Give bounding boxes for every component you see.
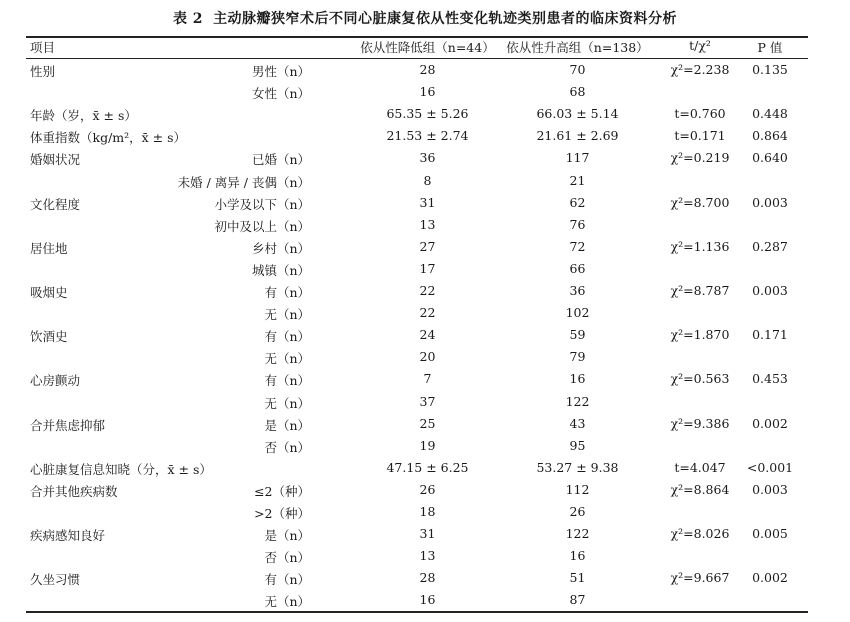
row-subgroup-cell: 否（n）	[264, 439, 310, 455]
row-p-value-cell: 0.003	[752, 481, 788, 497]
row-item-cell: 疾病感知良好	[30, 528, 106, 544]
row-increase-group-cell: 68	[569, 84, 586, 100]
row-subgroup-cell: 有（n）	[264, 329, 310, 345]
row-increase-group-cell: 62	[569, 194, 586, 210]
row-item-cell: 居住地	[30, 240, 68, 256]
row-decrease-group-cell: 21.53 ± 2.74	[386, 128, 469, 144]
row-item-cell: 年龄（岁，x̄ ± s）	[30, 108, 137, 124]
table-caption: 主动脉瓣狭窄术后不同心脏康复依从性变化轨迹类别患者的临床资料分析	[213, 11, 678, 27]
row-statistic-cell: χ²=0.563	[670, 371, 730, 387]
row-decrease-group-cell: 47.15 ± 6.25	[386, 459, 469, 475]
table-row	[0, 589, 850, 611]
row-decrease-group-cell: 37	[419, 393, 436, 409]
row-subgroup-cell: 已婚（n）	[251, 152, 310, 168]
row-decrease-group-cell: 27	[419, 238, 436, 254]
row-statistic-cell: t=0.171	[674, 128, 726, 144]
row-p-value-cell: 0.171	[752, 327, 788, 343]
row-item-cell: 合并其他疾病数	[30, 483, 118, 499]
row-subgroup-cell: 男性（n）	[251, 64, 310, 79]
row-increase-group-cell: 21	[569, 172, 586, 188]
row-subgroup-cell: 女性（n）	[251, 86, 310, 102]
table-title	[0, 8, 850, 28]
row-increase-group-cell: 16	[569, 371, 586, 387]
row-subgroup-cell: 无（n）	[264, 307, 310, 323]
table-row	[0, 567, 850, 589]
row-decrease-group-cell: 20	[419, 349, 436, 365]
row-decrease-group-cell: 16	[419, 84, 436, 100]
row-decrease-group-cell: 24	[419, 327, 436, 343]
row-item-cell: 久坐习惯	[30, 572, 81, 588]
row-decrease-group-cell: 28	[419, 62, 436, 77]
row-statistic-cell: χ²=0.219	[670, 150, 730, 166]
table-row	[0, 391, 850, 413]
row-subgroup-cell: 无（n）	[264, 351, 310, 367]
table-row	[0, 103, 850, 125]
table-row	[0, 501, 850, 523]
header-p-value: P 值	[757, 40, 783, 55]
table-row	[0, 346, 850, 368]
row-decrease-group-cell: 16	[419, 592, 436, 608]
row-p-value-cell: 0.002	[752, 415, 788, 431]
table-row	[0, 280, 850, 302]
row-decrease-group-cell: 36	[419, 150, 436, 166]
row-statistic-cell: χ²=9.667	[670, 570, 730, 586]
table-label: 表 2	[172, 11, 204, 27]
row-subgroup-cell: 无（n）	[264, 395, 310, 411]
row-subgroup-cell: 有（n）	[264, 285, 310, 300]
header-statistic: t/χ²	[689, 38, 711, 53]
row-increase-group-cell: 66	[569, 260, 586, 276]
row-decrease-group-cell: 31	[419, 194, 436, 210]
row-increase-group-cell: 43	[569, 415, 586, 431]
row-subgroup-cell: 无（n）	[264, 594, 310, 610]
table-row	[0, 302, 850, 324]
row-decrease-group-cell: 22	[419, 305, 436, 321]
row-increase-group-cell: 16	[569, 548, 586, 564]
row-p-value-cell: 0.448	[752, 106, 788, 122]
row-decrease-group-cell: 65.35 ± 5.26	[386, 106, 469, 122]
row-increase-group-cell: 87	[569, 592, 586, 608]
table-row	[0, 545, 850, 567]
table-row	[0, 479, 850, 501]
row-item-cell: 吸烟史	[30, 285, 68, 300]
row-item-cell: 合并焦虑抑郁	[30, 417, 106, 433]
row-statistic-cell: χ²=9.386	[670, 415, 730, 431]
row-statistic-cell: χ²=1.870	[670, 327, 730, 343]
row-decrease-group-cell: 31	[419, 526, 436, 542]
table-row	[0, 147, 850, 169]
row-subgroup-cell: >2（种）	[254, 506, 310, 521]
row-increase-group-cell: 66.03 ± 5.14	[536, 106, 619, 122]
header-group-decrease: 依从性降低组（n=44）	[360, 40, 495, 55]
row-decrease-group-cell: 13	[419, 216, 436, 232]
row-increase-group-cell: 102	[565, 305, 590, 321]
row-decrease-group-cell: 13	[419, 548, 436, 564]
row-item-cell: 文化程度	[30, 196, 81, 212]
row-item-cell: 心脏康复信息知晓（分，x̄ ± s）	[30, 461, 212, 477]
table-row	[0, 258, 850, 280]
table-row	[0, 59, 850, 81]
row-increase-group-cell: 112	[565, 481, 590, 497]
table-row	[0, 81, 850, 103]
row-p-value-cell: <0.001	[746, 459, 794, 475]
row-p-value-cell: 0.453	[752, 371, 788, 387]
row-p-value-cell: 0.287	[752, 238, 788, 254]
row-increase-group-cell: 117	[565, 150, 590, 166]
row-statistic-cell: χ²=8.864	[670, 481, 730, 497]
header-group-increase: 依从性升高组（n=138）	[506, 40, 649, 55]
row-subgroup-cell: 城镇（n）	[251, 262, 310, 278]
row-subgroup-cell: 否（n）	[264, 550, 310, 566]
row-statistic-cell: χ²=2.238	[670, 62, 730, 77]
row-p-value-cell: 0.135	[752, 62, 788, 77]
row-p-value-cell: 0.003	[752, 194, 788, 210]
table-row	[0, 523, 850, 545]
row-subgroup-cell: 有（n）	[264, 572, 310, 588]
row-increase-group-cell: 76	[569, 216, 586, 232]
row-decrease-group-cell: 26	[419, 481, 436, 497]
row-increase-group-cell: 122	[565, 526, 590, 542]
row-statistic-cell: χ²=8.026	[670, 526, 730, 542]
row-subgroup-cell: 小学及以下（n）	[214, 196, 310, 212]
row-increase-group-cell: 53.27 ± 9.38	[536, 459, 619, 475]
row-decrease-group-cell: 19	[419, 437, 436, 453]
row-p-value-cell: 0.864	[752, 128, 788, 144]
row-decrease-group-cell: 8	[423, 172, 432, 188]
row-increase-group-cell: 79	[569, 349, 586, 365]
row-p-value-cell: 0.002	[752, 570, 788, 586]
row-increase-group-cell: 36	[569, 283, 586, 298]
row-decrease-group-cell: 22	[419, 283, 436, 298]
row-increase-group-cell: 95	[569, 437, 586, 453]
table-row	[0, 170, 850, 192]
table-row	[0, 435, 850, 457]
row-decrease-group-cell: 18	[419, 504, 436, 519]
row-increase-group-cell: 21.61 ± 2.69	[536, 128, 619, 144]
row-subgroup-cell: 是（n）	[264, 528, 310, 544]
header-item: 项目	[30, 40, 56, 55]
row-item-cell: 饮酒史	[30, 329, 68, 345]
table-row	[0, 368, 850, 390]
row-item-cell: 心房颤动	[30, 373, 81, 389]
row-decrease-group-cell: 25	[419, 415, 436, 431]
row-subgroup-cell: 是（n）	[264, 417, 310, 433]
table-row	[0, 457, 850, 479]
row-subgroup-cell: 乡村（n）	[251, 240, 310, 256]
row-subgroup-cell: 未婚 / 离异 / 丧偶（n）	[177, 174, 310, 190]
row-p-value-cell: 0.005	[752, 526, 788, 542]
row-increase-group-cell: 122	[565, 393, 590, 409]
row-subgroup-cell: 初中及以上（n）	[214, 218, 310, 234]
row-statistic-cell: t=4.047	[674, 459, 726, 475]
row-item-cell: 体重指数（kg/m²，x̄ ± s）	[30, 130, 187, 146]
row-statistic-cell: χ²=8.787	[670, 283, 730, 298]
row-increase-group-cell: 59	[569, 327, 586, 343]
table-row	[0, 125, 850, 147]
row-decrease-group-cell: 17	[419, 260, 436, 276]
table-row	[0, 413, 850, 435]
row-p-value-cell: 0.640	[752, 150, 788, 166]
row-statistic-cell: t=0.760	[674, 106, 726, 122]
row-decrease-group-cell: 7	[423, 371, 432, 387]
row-increase-group-cell: 26	[569, 504, 586, 519]
row-p-value-cell: 0.003	[752, 283, 788, 298]
row-subgroup-cell: 有（n）	[264, 373, 310, 389]
row-item-cell: 性别	[30, 64, 56, 79]
row-increase-group-cell: 51	[569, 570, 586, 586]
table-row	[0, 236, 850, 258]
row-subgroup-cell: ≤2（种）	[254, 483, 310, 499]
row-increase-group-cell: 72	[569, 238, 586, 254]
table-row	[0, 214, 850, 236]
row-decrease-group-cell: 28	[419, 570, 436, 586]
row-increase-group-cell: 70	[569, 62, 586, 77]
row-item-cell: 婚姻状况	[30, 152, 81, 168]
table-row	[0, 192, 850, 214]
row-statistic-cell: χ²=1.136	[670, 238, 730, 254]
row-statistic-cell: χ²=8.700	[670, 194, 730, 210]
table-row	[0, 324, 850, 346]
